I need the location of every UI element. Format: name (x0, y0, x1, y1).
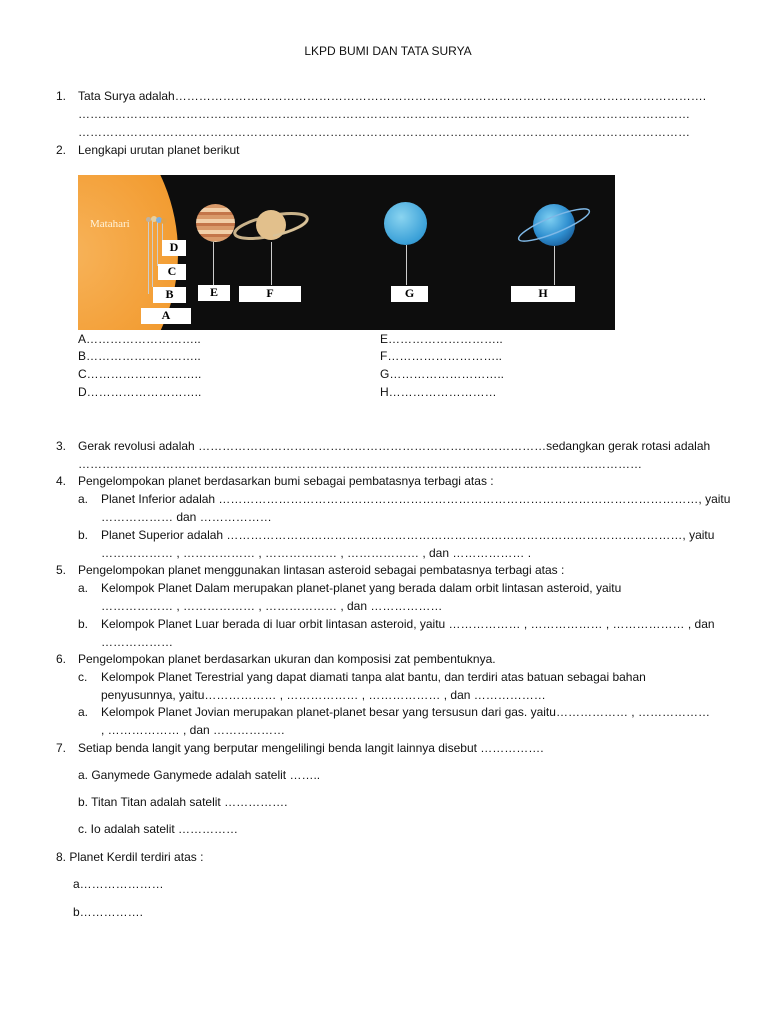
q5-a-line1: Kelompok Planet Dalam merupakan planet-planet yang berada dalam orbit lintasan asteroid, yaitu (101, 581, 622, 595)
q4-text: Pengelompokan planet berdasarkan bumi sebagai pembatasnya terbagi atas : (78, 474, 494, 488)
sun-label: Matahari (90, 218, 130, 230)
q7-a: a. Ganymede Ganymede adalah satelit …….. (78, 768, 321, 782)
pointer-line-f (271, 242, 272, 285)
q7-c: c. Io adalah satelit …………… (78, 822, 239, 836)
label-b: B (153, 287, 186, 303)
q6-c-line1: Kelompok Planet Terestrial yang dapat diamati tanpa alat bantu, dan terdiri atas batuan sebagai bahan (101, 670, 646, 684)
q5-b-marker: b. (78, 617, 89, 631)
answer-f: F……………………….. (380, 349, 502, 363)
q4-a-marker: a. (78, 492, 89, 506)
answer-a: A……………………….. (78, 332, 201, 346)
label-c: C (158, 264, 186, 280)
q6-a-line1: Kelompok Planet Jovian merupakan planet-planet besar yang tersusun dari gas. yaitu……………… , ……………… (101, 705, 710, 719)
pointer-line-a (148, 221, 149, 294)
answer-g: G……………………….. (380, 367, 505, 381)
q6-number: 6. (56, 652, 67, 666)
q4-a-line1: Planet Inferior adalah …………………………………………………………………………………………………………, yaitu (101, 492, 731, 506)
answer-b: B……………………….. (78, 349, 201, 363)
pointer-line-g (406, 245, 407, 285)
answer-e: E……………………….. (380, 332, 503, 346)
q3-number: 3. (56, 439, 67, 453)
q3-line2: …………………………………………………………………………………………………………………………… (78, 457, 642, 471)
saturn-planet (233, 201, 313, 246)
q7-number: 7. (56, 741, 67, 755)
q6-c-line2: penyusunnya, yaitu……………… , ……………… , ……………… , dan ……………… (101, 688, 546, 702)
label-h: H (511, 286, 575, 302)
q4-number: 4. (56, 474, 67, 488)
q5-b-line2: ……………… (101, 635, 173, 649)
q6-a-marker: a. (78, 705, 89, 719)
label-g: G (391, 286, 428, 302)
q8-b: b……………. (73, 905, 144, 919)
mars-planet (161, 218, 167, 224)
q5-number: 5. (56, 563, 67, 577)
q1-line2: ……………………………………………………………………………………………………………………………………… (78, 107, 690, 121)
q4-b-marker: b. (78, 528, 89, 542)
q4-b-line2: ……………… , ……………… , ……………… , ……………… , dan ……………… . (101, 546, 532, 560)
pointer-line-b (152, 219, 153, 287)
q5-text: Pengelompokan planet menggunakan lintasan asteroid sebagai pembatasnya terbagi atas : (78, 563, 565, 577)
q6-text: Pengelompokan planet berdasarkan ukuran dan komposisi zat pembentuknya. (78, 652, 496, 666)
answer-h: H……………………… (380, 385, 497, 399)
label-d: D (162, 240, 186, 256)
q4-a-line2: ……………… dan ……………… (101, 510, 272, 524)
q1-line3: ……………………………………………………………………………………………………………………………………… (78, 125, 690, 139)
q2-number: 2. (56, 143, 67, 157)
jupiter-planet (196, 204, 235, 242)
answer-d: D……………………….. (78, 385, 202, 399)
q2-text: Lengkapi urutan planet berikut (78, 143, 240, 157)
label-a: A (141, 308, 191, 324)
q5-a-marker: a. (78, 581, 89, 595)
label-e: E (198, 285, 230, 301)
q8-text: 8. Planet Kerdil terdiri atas : (56, 850, 204, 864)
page-title: LKPD BUMI DAN TATA SURYA (304, 44, 472, 58)
q6-c-marker: c. (78, 670, 88, 684)
q1-line1: Tata Surya adalah……………………………………………………………………………………………………………………. (78, 89, 707, 103)
q7-text: Setiap benda langit yang berputar mengelilingi benda langit lainnya disebut ……………. (78, 741, 544, 755)
q5-b-line1: Kelompok Planet Luar berada di luar orbit lintasan asteroid, yaitu ……………… , ……………… , ……………… , dan (101, 617, 715, 631)
uranus-planet (384, 202, 427, 245)
q1-number: 1. (56, 89, 67, 103)
q8-a: a………………… (73, 877, 164, 891)
neptune-planet (514, 201, 594, 251)
label-f: F (239, 286, 301, 302)
pointer-line-c (157, 221, 158, 266)
answer-c: C……………………….. (78, 367, 202, 381)
solar-system-figure (78, 175, 615, 330)
q4-b-line1: Planet Superior adalah ……………………………………………………………………………………………………, yaitu (101, 528, 715, 542)
q3-line1: Gerak revolusi adalah ……………………………………………………………………………sedangkan gerak rotasi adalah (78, 439, 711, 453)
q6-a-line2: , ……………… , dan ……………… (101, 723, 286, 737)
q5-a-line2: ……………… , ……………… , ……………… , dan ……………… (101, 599, 443, 613)
q7-b: b. Titan Titan adalah satelit ……………. (78, 795, 288, 809)
pointer-line-h (554, 246, 555, 285)
pointer-line-e (213, 242, 214, 285)
